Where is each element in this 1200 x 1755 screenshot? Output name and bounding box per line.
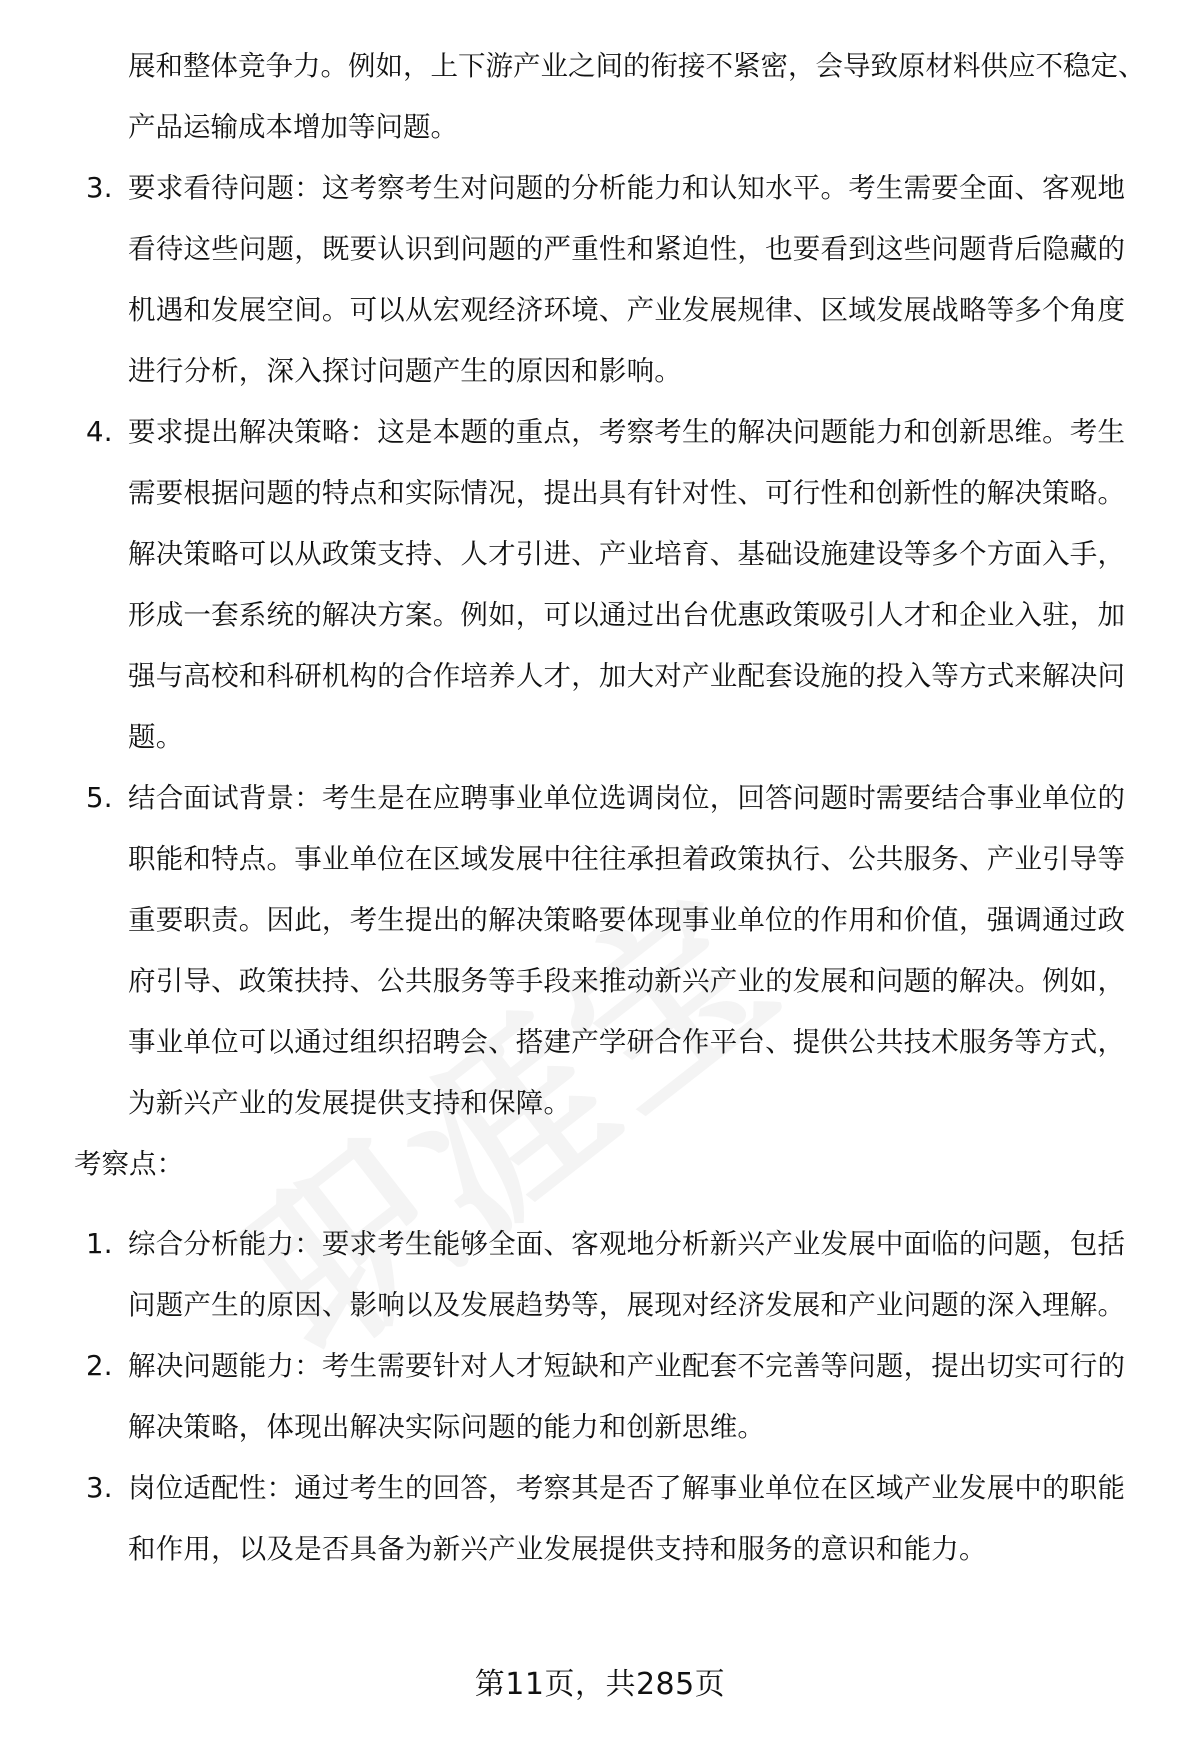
list-item-number: 2. xyxy=(86,1350,113,1382)
list-item-number: 3. xyxy=(86,1472,113,1504)
list-item xyxy=(0,1336,1146,1458)
list-item-text: 结合面试背景：考生是在应聘事业单位选调岗位，回答问题时需要结合事业单位的职能和特点。事业单位在区域发展中往往承担着政策执行、公共服务、产业引导等重要职责。因此，考生提出的解决策略要体现事业单位的作用和价值，强调通过政府引导、政策扶持、公共服务等手段来推动新兴产业的发展和问题的解决。例如，事业单位可以通过组织招聘会、搭建产学研合作平台、提供公共技术服务等方式，为新兴产业的发展提供支持和保障。 xyxy=(128,782,1126,1119)
list-item-number: 1. xyxy=(86,1228,113,1260)
assessment-points-list xyxy=(0,1214,1200,1580)
section-heading: 考察点： xyxy=(74,1148,184,1180)
list-item-number: 4. xyxy=(86,416,113,448)
list-item-text: 解决问题能力：考生需要针对人才短缺和产业配套不完善等问题，提出切实可行的解决策略，体现出解决实际问题的能力和创新思维。 xyxy=(128,1350,1126,1443)
list-item-text: 岗位适配性：通过考生的回答，考察其是否了解事业单位在区域产业发展中的职能和作用，以及是否具备为新兴产业发展提供支持和服务的意识和能力。 xyxy=(128,1472,1126,1565)
list-item-number: 5. xyxy=(86,782,113,814)
list-item xyxy=(0,1214,1146,1336)
continuation-paragraph: 展和整体竞争力。例如，上下游产业之间的衔接不紧密，会导致原材料供应不稳定、产品运输成本增加等问题。 xyxy=(128,50,1146,143)
list-item-text: 要求看待问题：这考察考生对问题的分析能力和认知水平。考生需要全面、客观地看待这些问题，既要认识到问题的严重性和紧迫性，也要看到这些问题背后隐藏的机遇和发展空间。可以从宏观经济环境、产业发展规律、区域发展战略等多个角度进行分析，深入探讨问题产生的原因和影响。 xyxy=(128,172,1126,387)
list-item-number: 3. xyxy=(86,172,113,204)
list-item xyxy=(0,768,1146,1134)
list-item xyxy=(0,402,1146,768)
list-item-text: 综合分析能力：要求考生能够全面、客观地分析新兴产业发展中面临的问题，包括问题产生的原因、影响以及发展趋势等，展现对经济发展和产业问题的深入理解。 xyxy=(128,1228,1126,1321)
list-item xyxy=(0,158,1146,402)
analysis-list xyxy=(0,158,1200,1134)
page-number-footer: 第11页，共285页 xyxy=(474,1667,726,1702)
list-item-text: 要求提出解决策略：这是本题的重点，考察考生的解决问题能力和创新思维。考生需要根据问题的特点和实际情况，提出具有针对性、可行性和创新性的解决策略。解决策略可以从政策支持、人才引进、产业培育、基础设施建设等多个方面入手，形成一套系统的解决方案。例如，可以通过出台优惠政策吸引人才和企业入驻，加强与高校和科研机构的合作培养人才，加大对产业配套设施的投入等方式来解决问题。 xyxy=(128,416,1126,753)
list-item xyxy=(0,1458,1146,1580)
